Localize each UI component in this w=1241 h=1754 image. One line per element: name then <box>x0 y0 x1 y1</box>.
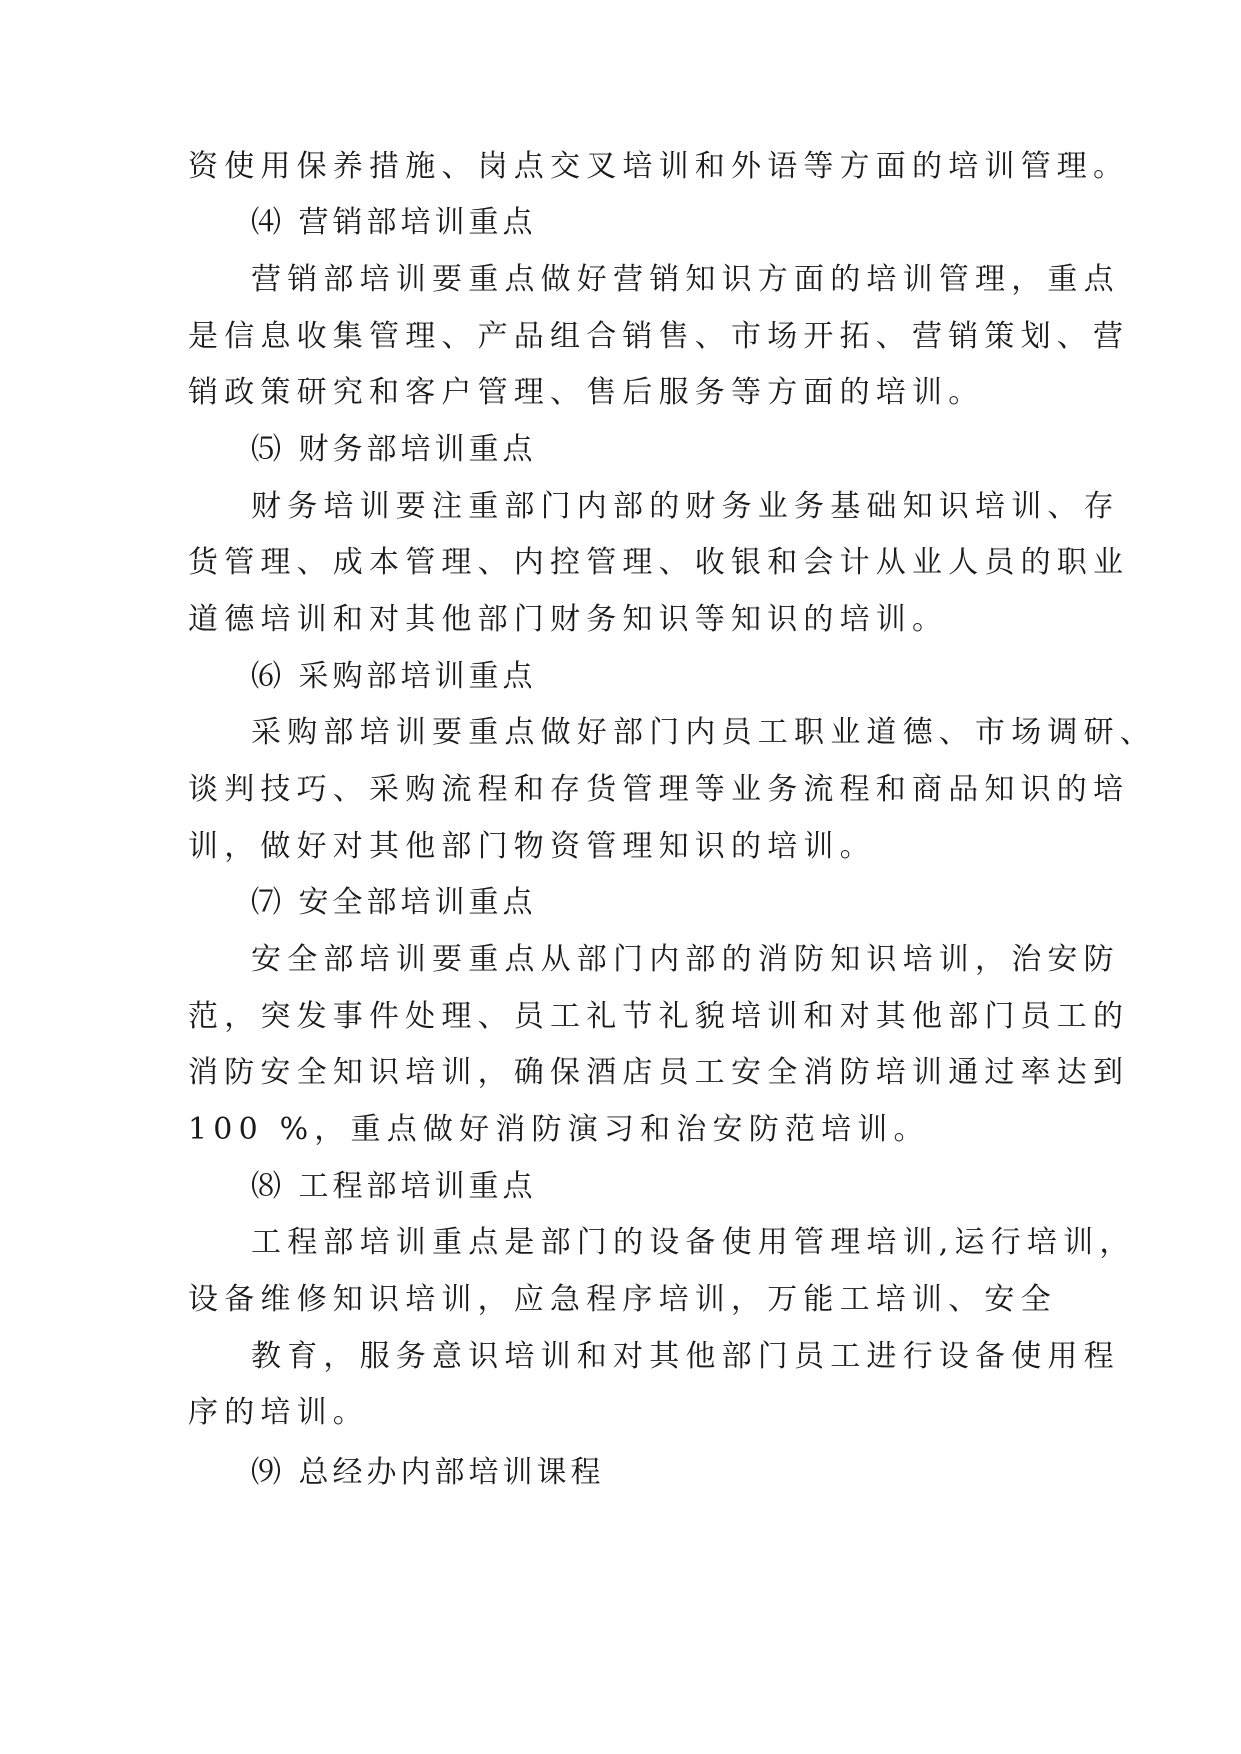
section-heading-marketing: ⑷ 营销部培训重点 <box>251 205 537 240</box>
paragraph-line: 采购部培训要重点做好部门内员工职业道德、市场调研、 <box>251 715 1156 750</box>
paragraph-line: 销政策研究和客户管理、售后服务等方面的培训。 <box>188 375 985 410</box>
paragraph-line: 道德培训和对其他部门财务知识等知识的培训。 <box>188 602 949 637</box>
section-heading-security: ⑺ 安全部培训重点 <box>251 885 537 920</box>
paragraph-line: 设备维修知识培训，应急程序培训，万能工培训、安全 <box>188 1282 1057 1317</box>
paragraph-line: 营销部培训要重点做好营销知识方面的培训管理，重点 <box>251 262 1120 297</box>
paragraph-line: 是信息收集管理、产品组合销售、市场开拓、营销策划、营 <box>188 319 1130 354</box>
paragraph-line: 财务培训要注重部门内部的财务业务基础知识培训、存 <box>251 489 1120 524</box>
section-heading-purchasing: ⑹ 采购部培训重点 <box>251 659 537 694</box>
paragraph-line: 训，做好对其他部门物资管理知识的培训。 <box>188 829 876 864</box>
section-heading-engineering: ⑻ 工程部培训重点 <box>251 1169 537 1204</box>
paragraph-line: 谈判技巧、采购流程和存货管理等业务流程和商品知识的培 <box>188 772 1130 807</box>
paragraph-line: 货管理、成本管理、内控管理、收银和会计从业人员的职业 <box>188 545 1130 580</box>
paragraph-line: 序的培训。 <box>188 1395 369 1430</box>
paragraph-line: 教育，服务意识培训和对其他部门员工进行设备使用程 <box>251 1339 1120 1374</box>
section-heading-finance: ⑸ 财务部培训重点 <box>251 432 537 467</box>
paragraph-line: 工程部培训重点是部门的设备使用管理培训,运行培训， <box>251 1225 1136 1260</box>
section-heading-gm-office: ⑼ 总经办内部培训课程 <box>251 1455 605 1490</box>
paragraph-line: 消防安全知识培训，确保酒店员工安全消防培训通过率达到 <box>188 1055 1130 1090</box>
paragraph-line: 100 %，重点做好消防演习和治安防范培训。 <box>188 1112 930 1147</box>
paragraph-line: 安全部培训要重点从部门内部的消防知识培训，治安防 <box>251 942 1120 977</box>
paragraph-line: 资使用保养措施、岗点交叉培训和外语等方面的培训管理。 <box>188 149 1130 184</box>
paragraph-line: 范，突发事件处理、员工礼节礼貌培训和对其他部门员工的 <box>188 999 1130 1034</box>
